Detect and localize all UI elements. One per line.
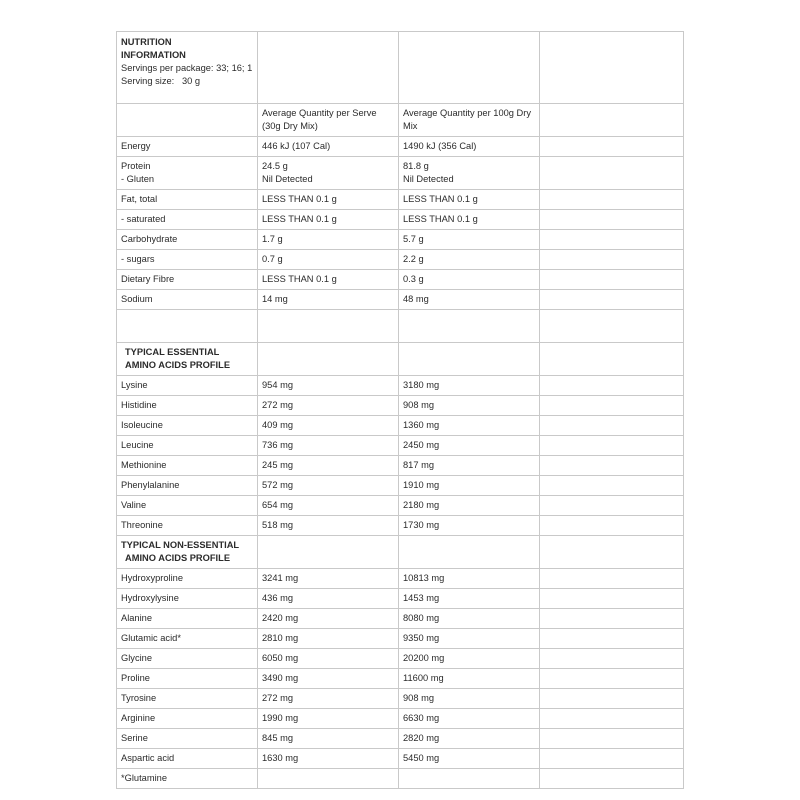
- value-per-100g: [399, 376, 540, 396]
- empty-cell: [540, 376, 684, 396]
- amino-acid-row: [117, 516, 684, 536]
- per-serve-value: 954 mg: [262, 380, 294, 390]
- row-label: [117, 589, 258, 609]
- empty-cell: [399, 310, 540, 343]
- empty-cell: [540, 436, 684, 456]
- value-per-serve: [258, 190, 399, 210]
- empty-cell: [540, 749, 684, 769]
- per-serve-value: 1.7 g: [262, 234, 283, 244]
- value-per-100g: [399, 190, 540, 210]
- row-label: [117, 250, 258, 270]
- empty-cell: [540, 729, 684, 749]
- value-per-serve: [258, 709, 399, 729]
- per-100g-value: 5450 mg: [403, 753, 440, 763]
- nutrient-name: Alanine: [121, 613, 153, 623]
- footnote: *Glutamine: [117, 769, 258, 789]
- value-per-100g: [399, 709, 540, 729]
- row-label: [117, 476, 258, 496]
- nutrient-name: Threonine: [121, 520, 163, 530]
- per-100g-value: 908 mg: [403, 693, 435, 703]
- empty-cell: [540, 709, 684, 729]
- empty-cell: [258, 310, 399, 343]
- value-per-serve: [258, 749, 399, 769]
- row-label: [117, 137, 258, 157]
- footnote-row: [117, 769, 684, 789]
- per-100g-value: 2.2 g: [403, 254, 424, 264]
- nutrient-name: Glutamic acid*: [121, 633, 181, 643]
- per-100g-value: 817 mg: [403, 460, 435, 470]
- value-per-100g: [399, 290, 540, 310]
- value-per-serve: [258, 396, 399, 416]
- empty-cell: [540, 416, 684, 436]
- amino-acid-row: [117, 569, 684, 589]
- per-serve-value: 845 mg: [262, 733, 294, 743]
- nutrition-row: [117, 290, 684, 310]
- empty-cell: [540, 516, 684, 536]
- per-100g-value: 8080 mg: [403, 613, 440, 623]
- empty-cell: [540, 230, 684, 250]
- value-per-serve: [258, 496, 399, 516]
- per-100g-value: 1453 mg: [403, 593, 440, 603]
- title-cell: [117, 32, 258, 104]
- per-100g-value: 1730 mg: [403, 520, 440, 530]
- nutrient-name: Glycine: [121, 653, 153, 663]
- per-100g-value: 6630 mg: [403, 713, 440, 723]
- nutrient-name: Serine: [121, 733, 148, 743]
- nutrition-table: [116, 31, 684, 789]
- per-100g-value: 48 mg: [403, 294, 429, 304]
- value-per-serve: [258, 250, 399, 270]
- nutrient-name: Energy: [121, 141, 151, 151]
- value-per-serve: [258, 609, 399, 629]
- row-label: [117, 689, 258, 709]
- nutrient-name: Leucine: [121, 440, 154, 450]
- nutrient-name: Phenylalanine: [121, 480, 180, 490]
- value-per-serve: [258, 476, 399, 496]
- value-per-serve: [258, 137, 399, 157]
- row-label: [117, 709, 258, 729]
- value-per-100g: [399, 589, 540, 609]
- row-label: [117, 210, 258, 230]
- value-per-serve: [258, 416, 399, 436]
- row-label: [117, 456, 258, 476]
- amino-acid-row: [117, 589, 684, 609]
- section-heading-line-1: TYPICAL NON-ESSENTIAL: [121, 540, 240, 550]
- row-label: [117, 496, 258, 516]
- value-per-serve: [258, 456, 399, 476]
- per-serve-value: LESS THAN 0.1 g: [262, 194, 337, 204]
- per-serve-value: 1990 mg: [262, 713, 299, 723]
- empty-cell: [258, 343, 399, 376]
- value-per-100g: [399, 230, 540, 250]
- value-per-100g: [399, 250, 540, 270]
- nutrient-name: Protein: [121, 161, 151, 171]
- row-label: [117, 516, 258, 536]
- value-per-serve: [258, 210, 399, 230]
- nutrient-name: Carbohydrate: [121, 234, 178, 244]
- row-label: [117, 270, 258, 290]
- amino-acid-row: [117, 689, 684, 709]
- empty-cell: [540, 343, 684, 376]
- amino-acid-row: [117, 629, 684, 649]
- row-label: [117, 376, 258, 396]
- nutrient-name: Hydroxyproline: [121, 573, 184, 583]
- value-per-serve: [258, 689, 399, 709]
- per-100g-value: 5.7 g: [403, 234, 424, 244]
- per-serve-value: 272 mg: [262, 400, 294, 410]
- empty-cell: [540, 536, 684, 569]
- value-per-serve: [258, 569, 399, 589]
- nutrient-name: Sodium: [121, 294, 153, 304]
- per-serve-value: 0.7 g: [262, 254, 283, 264]
- empty-cell: [540, 456, 684, 476]
- per-100g-value: 1910 mg: [403, 480, 440, 490]
- nutrition-row: [117, 250, 684, 270]
- title-line-2: INFORMATION: [121, 50, 186, 60]
- per-serve-value: 3490 mg: [262, 673, 299, 683]
- nutrient-name: Histidine: [121, 400, 157, 410]
- per-serve-value: 6050 mg: [262, 653, 299, 663]
- value-per-100g: [399, 569, 540, 589]
- amino-acid-row: [117, 729, 684, 749]
- per-100g-value: 10813 mg: [403, 573, 445, 583]
- per-100g-value-2: Nil Detected: [403, 174, 454, 184]
- row-label: [117, 157, 258, 190]
- row-label: [117, 290, 258, 310]
- empty-cell: [540, 589, 684, 609]
- per-100g-value: 3180 mg: [403, 380, 440, 390]
- row-label: [117, 749, 258, 769]
- amino-acid-row: [117, 496, 684, 516]
- empty-cell: [540, 609, 684, 629]
- per-100g-value: 2450 mg: [403, 440, 440, 450]
- per-serve-value: 436 mg: [262, 593, 294, 603]
- title-row: [117, 32, 684, 104]
- nutrient-name: Lysine: [121, 380, 148, 390]
- value-per-serve: [258, 376, 399, 396]
- value-per-100g: [399, 749, 540, 769]
- value-per-serve: [258, 290, 399, 310]
- value-per-100g: [399, 496, 540, 516]
- nutrient-name: Methionine: [121, 460, 167, 470]
- per-serve-value: 654 mg: [262, 500, 294, 510]
- title-line-1: NUTRITION: [121, 37, 172, 47]
- spacer-row: [117, 310, 684, 343]
- per-serve-value: 24.5 g: [262, 161, 288, 171]
- empty-cell: [258, 536, 399, 569]
- amino-acid-row: [117, 709, 684, 729]
- empty-cell: [540, 290, 684, 310]
- nutrition-row: [117, 190, 684, 210]
- per-100g-value: 9350 mg: [403, 633, 440, 643]
- empty-cell: [399, 769, 540, 789]
- section-heading-line-2: AMINO ACIDS PROFILE: [125, 360, 231, 370]
- empty-cell: [399, 32, 540, 104]
- value-per-serve: [258, 157, 399, 190]
- per-serve-value: 409 mg: [262, 420, 294, 430]
- empty-cell: [258, 32, 399, 104]
- value-per-serve: [258, 436, 399, 456]
- value-per-serve: [258, 669, 399, 689]
- per-serve-value: 3241 mg: [262, 573, 299, 583]
- empty-cell: [540, 210, 684, 230]
- value-per-serve: [258, 729, 399, 749]
- section-heading: [117, 343, 258, 376]
- per-serve-value: LESS THAN 0.1 g: [262, 274, 337, 284]
- value-per-100g: [399, 416, 540, 436]
- nutrient-name: Valine: [121, 500, 147, 510]
- nutrient-subname: - Gluten: [121, 174, 155, 184]
- row-label: [117, 669, 258, 689]
- section-heading-line-1: TYPICAL ESSENTIAL: [125, 347, 220, 357]
- empty-cell: [540, 569, 684, 589]
- empty-cell: [540, 310, 684, 343]
- section-heading-line-2: AMINO ACIDS PROFILE: [125, 553, 231, 563]
- nutrient-name: - saturated: [121, 214, 166, 224]
- value-per-serve: [258, 270, 399, 290]
- row-label: [117, 609, 258, 629]
- empty-cell: [117, 104, 258, 137]
- empty-cell: [399, 536, 540, 569]
- amino-acid-row: [117, 456, 684, 476]
- empty-cell: [540, 769, 684, 789]
- row-label: [117, 729, 258, 749]
- col-header-100g: Average Quantity per 100g Dry Mix: [399, 104, 540, 137]
- amino-acid-row: [117, 436, 684, 456]
- row-label: [117, 436, 258, 456]
- empty-cell: [540, 689, 684, 709]
- per-serve-value: 2810 mg: [262, 633, 299, 643]
- per-serve-value: LESS THAN 0.1 g: [262, 214, 337, 224]
- amino-acid-row: [117, 476, 684, 496]
- nutrient-name: Dietary Fibre: [121, 274, 175, 284]
- value-per-100g: [399, 270, 540, 290]
- value-per-serve: [258, 516, 399, 536]
- column-header-row: [117, 104, 684, 137]
- value-per-100g: [399, 157, 540, 190]
- amino-acid-row: [117, 416, 684, 436]
- value-per-100g: [399, 456, 540, 476]
- per-100g-value: 0.3 g: [403, 274, 424, 284]
- empty-cell: [540, 32, 684, 104]
- per-100g-value: 1360 mg: [403, 420, 440, 430]
- per-serve-value: 14 mg: [262, 294, 288, 304]
- essential-heading-row: [117, 343, 684, 376]
- per-serve-value: 272 mg: [262, 693, 294, 703]
- nutrient-name: Fat, total: [121, 194, 158, 204]
- value-per-100g: [399, 689, 540, 709]
- per-serve-value: 2420 mg: [262, 613, 299, 623]
- empty-cell: [258, 769, 399, 789]
- per-serve-value: 1630 mg: [262, 753, 299, 763]
- nutrient-name: Aspartic acid: [121, 753, 175, 763]
- per-100g-value: 81.8 g: [403, 161, 429, 171]
- col-header-serve: Average Quantity per Serve (30g Dry Mix): [258, 104, 399, 137]
- amino-acid-row: [117, 649, 684, 669]
- nutrient-name: - sugars: [121, 254, 155, 264]
- per-100g-value: LESS THAN 0.1 g: [403, 214, 478, 224]
- nutrition-row: [117, 230, 684, 250]
- per-100g-value: 1490 kJ (356 Cal): [403, 141, 477, 151]
- per-serve-value: 245 mg: [262, 460, 294, 470]
- row-label: [117, 230, 258, 250]
- per-serve-value: 572 mg: [262, 480, 294, 490]
- empty-cell: [540, 190, 684, 210]
- per-serve-value: 446 kJ (107 Cal): [262, 141, 331, 151]
- value-per-100g: [399, 516, 540, 536]
- empty-cell: [540, 270, 684, 290]
- empty-cell: [540, 629, 684, 649]
- row-label: [117, 416, 258, 436]
- section-heading: [117, 536, 258, 569]
- nutrient-name: Arginine: [121, 713, 156, 723]
- value-per-100g: [399, 629, 540, 649]
- value-per-serve: [258, 649, 399, 669]
- servings-per-package: Servings per package: 33; 16; 1: [121, 63, 253, 73]
- value-per-100g: [399, 669, 540, 689]
- non-essential-heading-row: [117, 536, 684, 569]
- empty-cell: [540, 669, 684, 689]
- row-label: [117, 569, 258, 589]
- empty-cell: [540, 157, 684, 190]
- empty-cell: [540, 649, 684, 669]
- nutrient-name: Proline: [121, 673, 150, 683]
- per-100g-value: LESS THAN 0.1 g: [403, 194, 478, 204]
- empty-cell: [540, 496, 684, 516]
- empty-cell: [540, 476, 684, 496]
- nutrient-name: Isoleucine: [121, 420, 163, 430]
- per-100g-value: 20200 mg: [403, 653, 445, 663]
- empty-cell: [117, 310, 258, 343]
- amino-acid-row: [117, 749, 684, 769]
- nutrient-name: Tyrosine: [121, 693, 157, 703]
- value-per-serve: [258, 589, 399, 609]
- per-serve-value: 736 mg: [262, 440, 294, 450]
- serving-size: Serving size: 30 g: [121, 76, 201, 86]
- amino-acid-row: [117, 609, 684, 629]
- value-per-serve: [258, 629, 399, 649]
- value-per-100g: [399, 396, 540, 416]
- empty-cell: [540, 250, 684, 270]
- row-label: [117, 629, 258, 649]
- row-label: [117, 396, 258, 416]
- nutrition-row: [117, 137, 684, 157]
- empty-cell: [540, 396, 684, 416]
- nutrition-row: [117, 157, 684, 190]
- empty-cell: [540, 104, 684, 137]
- amino-acid-row: [117, 396, 684, 416]
- nutrition-panel: [116, 31, 683, 789]
- empty-cell: [399, 343, 540, 376]
- per-100g-value: 11600 mg: [403, 673, 444, 683]
- per-serve-value: 518 mg: [262, 520, 294, 530]
- per-100g-value: 2820 mg: [403, 733, 440, 743]
- amino-acid-row: [117, 669, 684, 689]
- empty-cell: [540, 137, 684, 157]
- row-label: [117, 190, 258, 210]
- value-per-100g: [399, 436, 540, 456]
- value-per-serve: [258, 230, 399, 250]
- nutrition-row: [117, 210, 684, 230]
- per-100g-value: 2180 mg: [403, 500, 440, 510]
- value-per-100g: [399, 729, 540, 749]
- amino-acid-row: [117, 376, 684, 396]
- nutrition-row: [117, 270, 684, 290]
- value-per-100g: [399, 649, 540, 669]
- value-per-100g: [399, 609, 540, 629]
- value-per-100g: [399, 476, 540, 496]
- row-label: [117, 649, 258, 669]
- per-serve-value-2: Nil Detected: [262, 174, 313, 184]
- nutrient-name: Hydroxylysine: [121, 593, 179, 603]
- value-per-100g: [399, 137, 540, 157]
- per-100g-value: 908 mg: [403, 400, 435, 410]
- value-per-100g: [399, 210, 540, 230]
